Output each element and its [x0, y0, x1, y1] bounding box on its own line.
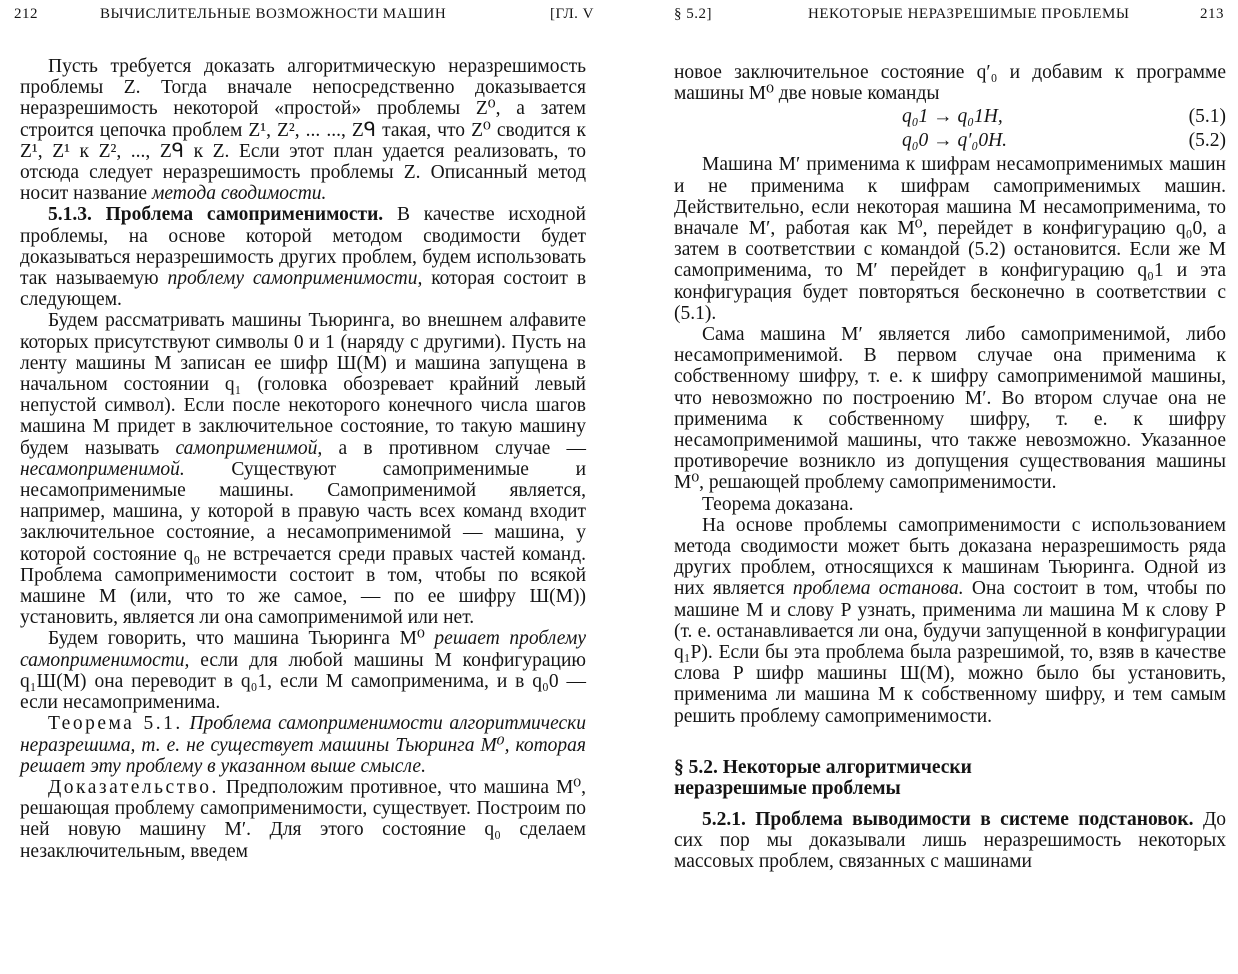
formula-5-2: q₀0 → q′₀0H. (5.2) — [902, 130, 1226, 152]
proof-label: Доказательство. — [48, 776, 219, 798]
right-section-label: § 5.2] — [674, 6, 712, 22]
formula-5-1: q₀1 → q₀1H, (5.1) — [902, 106, 1226, 128]
continued-text: новое заключительное состояние q′₀ и добавим к программе машины M⁰ две новые команды — [674, 62, 1226, 105]
proof: Доказательство. Предположим противное, что машина M⁰, решающая проблему самоприменимости, существует. Построим по ней новую машину M′. Для этого состояние q₀ сделаем незаключительным, введем — [20, 776, 586, 862]
qed-line: Теорема доказана. — [702, 493, 854, 515]
right-page — [636, 0, 1238, 974]
left-chapter-label: [ГЛ. V — [549, 6, 594, 22]
left-paragraph-3: Будем рассматривать машины Тьюринга, во внешнем алфавите которых присутствуют символы 0 и 1 (наряду с другими). Пусть на ленту машины M записан ее шифр Ш(M) и машина запущена в начальном состоянии q₁ (головка обозревает крайний левый непустой символ). Если после некоторого конечного числа шагов машина M придет в заключительное состояние, то такую машину будем называть самоприменимой, а в противном случае — несамоприменимой. Существуют самоприменимые и несамоприменимые машины. Самоприменимой является, например, машина, у которой в правую часть всех команд входит заключительное состояние, а несамоприменимой — машина, у которой состояние q₀ не встречается среди правых частей команд. Проблема самоприменимости состоит в том, чтобы по всякой машине M (или, что то же самое, — по ее шифру Ш(M)) установить, является ли она самоприменимой или нет. — [20, 310, 587, 629]
left-page — [0, 0, 608, 974]
equation-number: (5.2) — [1188, 130, 1226, 152]
left-page-body — [20, 56, 586, 862]
subsection-5-2-1: 5.2.1. Проблема выводимости в системе подстановок. До сих пор мы доказывали лишь неразрешимость некоторых массовых проблем, связанных с машинами — [674, 808, 1226, 873]
left-paragraph-4: Будем говорить, что машина Тьюринга M⁰ решает проблему самоприменимости, если для любой машины M конфигурацию q₁Ш(M) она переводит в q₀1, если M самоприменима, и в q₀0 — если несамоприменима. — [20, 628, 586, 714]
right-page-number: 213 — [1200, 6, 1224, 22]
subsection-5-1-3: 5.1.3. Проблема самоприменимости. В качестве исходной проблемы, на основе которой методом сводимости будет доказываться неразрешимость других проблем, будем использовать так называемую проблему самоприменимости, которая состоит в следующем. — [20, 204, 587, 311]
left-page-number: 212 — [14, 6, 38, 22]
right-paragraph-2: Сама машина M′ является либо самоприменимой, либо несамоприменимой. В первом случае она применима к собственному шифру, т. е. к шифру самоприменимой машины, что невозможно по построению M′. Во втором случае она не применима к собственному шифру, т. е. к шифру несамоприменимой машины, что также невозможно. Указанное противоречие возникло из допущения существования машины M⁰, решающей проблему самоприменимости. — [674, 324, 1226, 494]
subsection-title: 5.1.3. Проблема самоприменимости. — [48, 204, 384, 226]
section-heading-5-2: § 5.2. Некоторые алгоритмически неразрешимые проблемы — [674, 756, 972, 799]
right-page-body — [674, 62, 1226, 873]
left-running-header — [14, 6, 594, 28]
subsection-title: 5.2.1. Проблема выводимости в системе подстановок. — [702, 808, 1194, 830]
theorem-statement: Проблема самоприменимости алгоритмически неразрешима, т. е. не существует машины Тьюринга M⁰, которая решает эту проблему в указанном выше смысле. — [20, 713, 586, 777]
theorem-5-1 — [20, 713, 586, 777]
right-running-header — [650, 6, 1224, 28]
left-paragraph-1: Пусть требуется доказать алгоритмическую неразрешимость проблемы Z. Тогда вначале непосредственно доказывается неразрешимость некоторой «простой» проблемы Z⁰, а затем строится цепочка проблем Z¹, Z², ... ..., Zᑫ такая, что Z⁰ сводится к Z¹, Z¹ к Z², ..., Zᑫ к Z. Если этот план удается реализовать, то отсюда следует неразрешимость проблемы Z. Описанный метод носит название метода сводимости. — [20, 56, 586, 205]
left-running-title: ВЫЧИСЛИТЕЛЬНЫЕ ВОЗМОЖНОСТИ МАШИН — [100, 6, 447, 22]
right-paragraph-3: На основе проблемы самоприменимости с использованием метода сводимости может быть доказана неразрешимость ряда других проблем, относящихся к машинам Тьюринга. Одной из них является проблема останова. Она состоит в том, чтобы по машине M и слову P узнать, применима ли машина M к слову P (т. е. останавливается ли она, будучи запущенной в конфигурации q₁P). Если бы эта проблема была разрешимой, то, взяв в качестве слова P шифр машины Ш(M), можно было бы установить, применима ли машина M к собственному шифру, и тем самым решить проблему самоприменимости. — [674, 514, 1226, 727]
right-paragraph-1: Машина M′ применима к шифрам несамоприменимых машин и не применима к шифрам самоприменимых машин. Действительно, если некоторая машина M несамоприменима, то вначале M′, работая как M⁰, перейдет в конфигурацию q₀0, а затем в соответствии с командой (5.2) остановится. Если же M самоприменима, то M′ перейдет в конфигурацию q₀1 и эта конфигурация будет повторяться бесконечно в соответствии с (5.1). — [674, 154, 1226, 324]
right-running-title: НЕКОТОРЫЕ НЕРАЗРЕШИМЫЕ ПРОБЛЕМЫ — [808, 6, 1130, 22]
equation-number: (5.1) — [1188, 106, 1226, 128]
theorem-label: Теорема 5.1. — [48, 713, 183, 735]
